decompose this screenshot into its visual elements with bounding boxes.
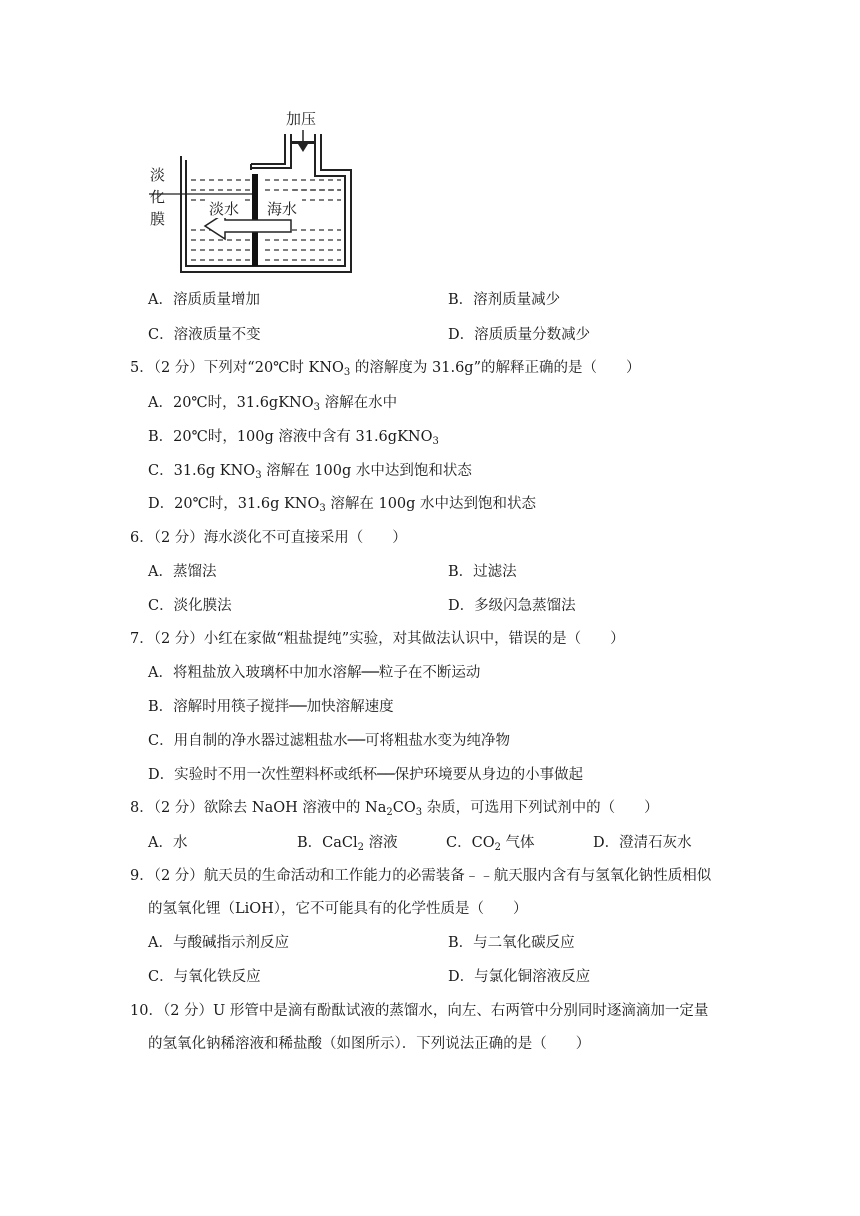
q8-option-d: D．澄清石灰水 [593,835,692,851]
q6-option-b: B．过滤法 [448,564,517,580]
q8-option-b: B．CaCl$_2$ 溶液 [297,835,398,853]
q5-option-d: D．20℃时，31.6g $KNO_3$ 溶解在 100g 水中达到饱和状态 [148,496,537,514]
membrane-label-3: 膜 [150,210,166,228]
q7-stem: 7．（2 分）小红在家做“粗盐提纯”实验，对其做法认识中，错误的是（ ） [130,631,625,647]
q9-option-c: C．与氧化铁反应 [148,969,261,985]
q7-option-d: D．实验时不用一次性塑料杯或纸杯──保护环境要从身边的小事做起 [148,767,584,783]
q8-stem: 8．（2 分）欲除去 NaOH 溶液中的 $Na_2CO_3$ 杂质，可选用下列试剂中的（ ） [130,800,659,818]
pressure-arrow-icon [298,144,308,152]
membrane-label-1: 淡 [150,166,166,184]
q9-stem-line2: 的氢氧化锂（LiOH），它不可能具有的化学性质是（ ） [148,901,528,917]
q7-option-c: C．用自制的净水器过滤粗盐水──可将粗盐水变为纯净物 [148,733,511,749]
q10-stem-line1: 10．（2 分）U 形管中是滴有酚酞试液的蒸馏水，向左、右两管中分别同时逐滴滴加一定量 [130,1003,709,1019]
q9-option-a: A．与酸碱指示剂反应 [148,935,289,951]
membrane-label-2: 化 [150,188,166,206]
q4-option-c: C．溶液质量不变 [148,327,261,343]
q6-option-a: A．蒸馏法 [148,564,217,580]
q10-stem-line2: 的氢氧化钠稀溶液和稀盐酸（如图所示）．下列说法正确的是（ ） [148,1036,591,1052]
q4-option-a: A．溶质质量增加 [148,292,260,308]
q5-option-a: A．20℃时，31.6gKNO$_3$ 溶解在水中 [148,395,398,413]
q9-option-d: D．与氯化铜溶液反应 [448,969,591,985]
q8-option-c: C．$CO_2$ 气体 [446,835,535,853]
q9-stem-line1: 9．（2 分）航天员的生命活动和工作能力的必需装备﹣﹣航天服内含有与氢氧化钠性质相似 [130,868,712,884]
q4-option-b: B．溶剂质量减少 [448,292,561,308]
pressure-label: 加压 [286,110,317,128]
q7-option-b: B．溶解时用筷子搅拌──加快溶解速度 [148,699,394,715]
q6-option-c: C．淡化膜法 [148,598,232,614]
fresh-water-label: 淡水 [209,200,240,218]
q4-option-d: D．溶质质量分数减少 [448,327,591,343]
q5-stem: 5．（2 分）下列对“20℃时 $KNO_3$ 的溶解度为 31.6g”的解释正确的是（ ） [130,360,641,378]
q6-option-d: D．多级闪急蒸馏法 [448,598,576,614]
q6-stem: 6．（2 分）海水淡化不可直接采用（ ） [130,530,407,546]
q5-option-c: C．31.6g $KNO_3$ 溶解在 100g 水中达到饱和状态 [148,463,472,481]
q5-option-b: B．20℃时，100g 溶液中含有 31.6gKNO$_3$ [148,429,439,447]
q8-option-a: A．水 [148,835,188,851]
q7-option-a: A．将粗盐放入玻璃杯中加水溶解──粒子在不断运动 [148,665,481,681]
desalination-membrane-diagram [145,108,365,278]
q9-option-b: B．与二氧化碳反应 [448,935,575,951]
sea-water-label: 海水 [267,200,298,218]
